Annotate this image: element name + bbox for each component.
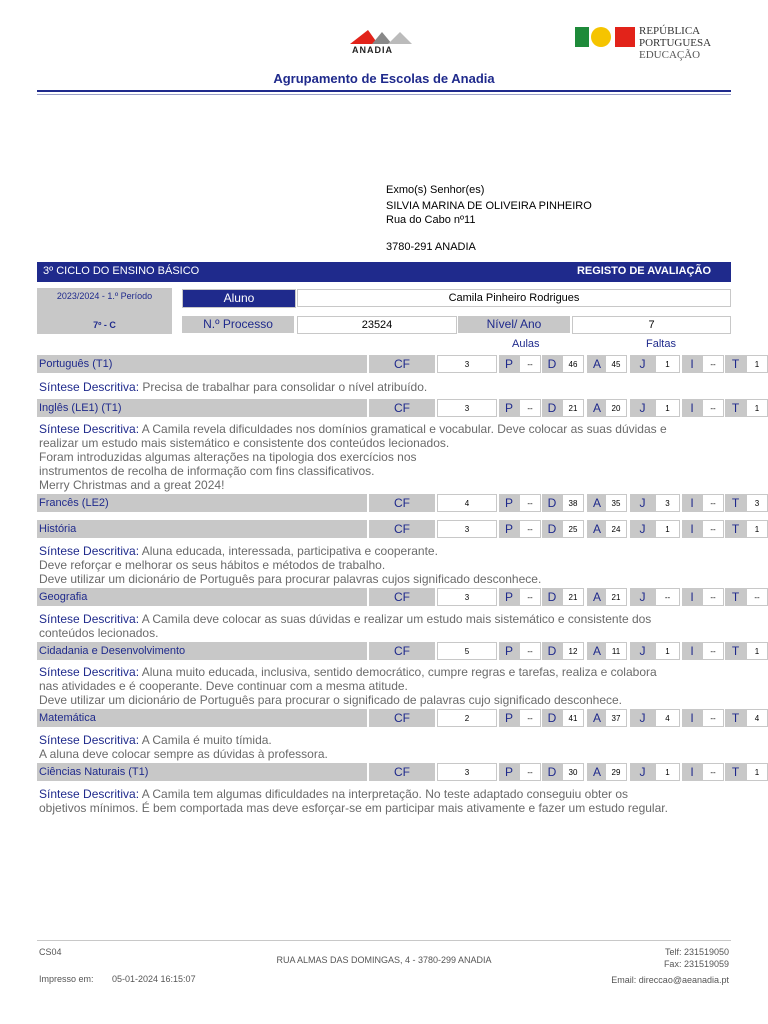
p-label: P <box>499 763 519 781</box>
j-label: J <box>630 642 655 660</box>
i-label: I <box>682 588 702 606</box>
anadia-logo-mark <box>348 26 416 46</box>
d-label: D <box>542 709 562 727</box>
d-value: 30 <box>562 763 584 781</box>
sintese-matematica <box>39 733 729 761</box>
p-value: -- <box>519 399 541 417</box>
j-value: 1 <box>655 642 680 660</box>
d-value: 25 <box>562 520 584 538</box>
republica-line3: EDUCAÇÃO <box>639 49 701 61</box>
sintese-key: Síntese Descritiva: <box>39 733 140 747</box>
i-value: -- <box>702 709 724 727</box>
i-value: -- <box>702 642 724 660</box>
anadia-logo <box>348 26 416 56</box>
school-title: Agrupamento de Escolas de Anadia <box>273 71 495 86</box>
t-label: T <box>725 520 746 538</box>
a-label: A <box>587 355 607 373</box>
aulas-header: Aulas <box>512 338 540 350</box>
p-value: -- <box>519 709 541 727</box>
j-value: 1 <box>655 355 680 373</box>
a-value: 35 <box>605 494 627 512</box>
d-label: D <box>542 399 562 417</box>
nivel-value-text: 7 <box>648 319 655 331</box>
p-label: P <box>499 520 519 538</box>
cf-value: 2 <box>437 709 497 727</box>
cf-label: CF <box>369 494 435 512</box>
cf-label: CF <box>369 763 435 781</box>
subject-name: Português (T1) <box>37 355 367 373</box>
a-label: A <box>587 642 607 660</box>
sintese-cidadania-line3: Deve utilizar um dicionário de Português para procurar o significado de palavras cujo significado desconhece. <box>39 693 622 707</box>
nivel-label <box>458 316 570 333</box>
period-label: 2023/2024 - 1.º Período <box>56 291 153 301</box>
i-value: -- <box>702 588 724 606</box>
sintese-key: Síntese Descritiva: <box>39 612 140 626</box>
footer-printed-label: Impresso em: <box>39 974 94 984</box>
sintese-historia-line1: Aluna educada, interessada, participativa e cooperante. <box>141 544 438 558</box>
a-label: A <box>587 709 607 727</box>
subject-name: Geografia <box>37 588 367 606</box>
i-value: -- <box>702 763 724 781</box>
aluno-label-text: Aluno <box>223 291 255 305</box>
footer-address: RUA ALMAS DAS DOMINGAS, 4 - 3780-299 ANADIA <box>276 955 492 965</box>
sintese-key: Síntese Descritiva: <box>39 422 140 436</box>
cf-value: 3 <box>437 355 497 373</box>
i-value: -- <box>702 399 724 417</box>
i-value: -- <box>702 355 724 373</box>
sintese-key: Síntese Descritiva: <box>39 665 140 679</box>
a-value: 24 <box>605 520 627 538</box>
subject-name: Francês (LE2) <box>37 494 367 512</box>
header-rule-thin <box>37 94 731 95</box>
p-label: P <box>499 399 519 417</box>
i-value: -- <box>702 520 724 538</box>
a-value: 29 <box>605 763 627 781</box>
processo-label <box>182 316 294 333</box>
address-street: Rua do Cabo nº11 <box>386 214 476 226</box>
cf-value: 5 <box>437 642 497 660</box>
t-value: 1 <box>746 355 768 373</box>
d-value: 21 <box>562 399 584 417</box>
sintese-ingles-line4: instrumentos de recolha de informação com fins classificativos. <box>39 464 375 478</box>
subject-row <box>37 642 760 660</box>
nivel-value <box>572 316 731 334</box>
a-value: 11 <box>605 642 627 660</box>
footer-phone: Telf: 231519050 <box>664 947 729 957</box>
d-label: D <box>542 588 562 606</box>
i-label: I <box>682 494 702 512</box>
t-label: T <box>725 709 746 727</box>
j-value: 3 <box>655 494 680 512</box>
t-value: 1 <box>746 520 768 538</box>
t-value: -- <box>746 588 768 606</box>
t-value: 1 <box>746 642 768 660</box>
d-label: D <box>542 763 562 781</box>
sintese-cidadania-line1: Aluna muito educada, inclusiva, sentido democrático, cumpre regras e tarefas, realiza e colabora <box>141 665 657 679</box>
a-value: 21 <box>605 588 627 606</box>
p-value: -- <box>519 355 541 373</box>
flag-red-block <box>615 27 635 47</box>
i-label: I <box>682 642 702 660</box>
p-value: -- <box>519 642 541 660</box>
cf-label: CF <box>369 588 435 606</box>
sintese-historia-line2: Deve reforçar e melhorar os seus hábitos e métodos de trabalho. <box>39 558 386 572</box>
faltas-header: Faltas <box>646 338 676 350</box>
cf-label: CF <box>369 520 435 538</box>
d-label: D <box>542 520 562 538</box>
aluno-value <box>297 289 731 307</box>
p-label: P <box>499 355 519 373</box>
sintese-geografia-line1: A Camila deve colocar as suas dúvidas e realizar um estudo mais sistemático e consistente dos <box>141 612 652 626</box>
t-label: T <box>725 642 746 660</box>
t-value: 1 <box>746 763 768 781</box>
j-label: J <box>630 763 655 781</box>
processo-label-text: N.º Processo <box>203 317 273 331</box>
subject-row <box>37 355 760 373</box>
republica-line1: REPÚBLICA <box>639 25 701 37</box>
cf-value: 3 <box>437 399 497 417</box>
footer-rule <box>37 940 731 941</box>
sintese-ingles <box>39 422 729 492</box>
cf-label: CF <box>369 642 435 660</box>
cf-value: 4 <box>437 494 497 512</box>
p-label: P <box>499 494 519 512</box>
p-value: -- <box>519 588 541 606</box>
nivel-label-text: Nível/ Ano <box>486 317 542 331</box>
sintese-ciencias-line2: objetivos mínimos. É bem comportada mas deve esforçar-se em participar mais ativamente e fazer um estudo regular. <box>39 801 668 815</box>
t-value: 3 <box>746 494 768 512</box>
j-label: J <box>630 588 655 606</box>
j-label: J <box>630 494 655 512</box>
j-value: 4 <box>655 709 680 727</box>
j-value: 1 <box>655 763 680 781</box>
j-label: J <box>630 520 655 538</box>
period-box <box>37 288 172 334</box>
footer-email: Email: direccao@aeanadia.pt <box>611 975 729 985</box>
report-header-bar <box>37 262 731 282</box>
sintese-cidadania-line2: nas atividades e é cooperante. Deve continuar com a mesma atitude. <box>39 679 408 693</box>
report-title: REGISTO DE AVALIAÇÃO <box>576 265 711 277</box>
i-label: I <box>682 763 702 781</box>
cf-value: 3 <box>437 588 497 606</box>
d-label: D <box>542 642 562 660</box>
anadia-logo-text: ANADIA <box>352 45 393 55</box>
cf-label: CF <box>369 355 435 373</box>
a-value: 37 <box>605 709 627 727</box>
address-postal: 3780-291 ANADIA <box>386 241 476 253</box>
sintese-ingles-line3: Foram introduzidas algumas alterações na tipologia dos exercícios nos <box>39 450 417 464</box>
sintese-geografia-line2: conteúdos lecionados. <box>39 626 159 640</box>
a-label: A <box>587 588 607 606</box>
p-label: P <box>499 588 519 606</box>
i-label: I <box>682 520 702 538</box>
subject-row <box>37 763 760 781</box>
i-label: I <box>682 399 702 417</box>
p-label: P <box>499 642 519 660</box>
a-label: A <box>587 399 607 417</box>
sintese-ingles-line5: Merry Christmas and a great 2024! <box>39 478 225 492</box>
footer-printed-value: 05-01-2024 16:15:07 <box>112 974 196 984</box>
i-label: I <box>682 355 702 373</box>
aluno-label <box>182 289 296 308</box>
cf-value: 3 <box>437 520 497 538</box>
a-value: 20 <box>605 399 627 417</box>
sintese-ingles-line2: realizar um estudo mais sistemático e consistente dos conteúdos lecionados. <box>39 436 450 450</box>
p-value: -- <box>519 520 541 538</box>
sintese-key: Síntese Descritiva: <box>39 380 140 394</box>
sintese-portugues <box>39 380 729 394</box>
a-value: 45 <box>605 355 627 373</box>
i-value: -- <box>702 494 724 512</box>
processo-value <box>297 316 457 334</box>
sintese-key: Síntese Descritiva: <box>39 544 140 558</box>
cf-value: 3 <box>437 763 497 781</box>
processo-value-text: 23524 <box>361 319 393 331</box>
footer-code: CS04 <box>39 947 62 957</box>
d-label: D <box>542 355 562 373</box>
republica-portuguesa-logo <box>575 25 735 65</box>
a-label: A <box>587 763 607 781</box>
sintese-historia-line3: Deve utilizar um dicionário de Português para procurar palavras cujos significado desconhece. <box>39 572 542 586</box>
t-label: T <box>725 763 746 781</box>
subject-name: História <box>37 520 367 538</box>
subject-name: Matemática <box>37 709 367 727</box>
a-label: A <box>587 520 607 538</box>
footer-fax: Fax: 231519059 <box>663 959 729 969</box>
flag-yellow-circle <box>591 27 611 47</box>
sintese-portugues-line1: Precisa de trabalhar para consolidar o nível atribuído. <box>142 380 428 394</box>
t-label: T <box>725 355 746 373</box>
sintese-matematica-line2: A aluna deve colocar sempre as dúvidas à professora. <box>39 747 328 761</box>
d-value: 46 <box>562 355 584 373</box>
subject-row <box>37 588 760 606</box>
t-label: T <box>725 588 746 606</box>
subject-row <box>37 709 760 727</box>
subject-name: Cidadania e Desenvolvimento <box>37 642 367 660</box>
sintese-ciencias-line1: A Camila tem algumas dificuldades na interpretação. No teste adaptado conseguiu obter os <box>141 787 629 801</box>
address-salutation: Exmo(s) Senhor(es) <box>386 184 485 196</box>
sintese-historia <box>39 544 729 586</box>
d-value: 38 <box>562 494 584 512</box>
t-value: 1 <box>746 399 768 417</box>
address-name: SILVIA MARINA DE OLIVEIRA PINHEIRO <box>386 200 592 212</box>
cf-label: CF <box>369 399 435 417</box>
class-label: 7º - C <box>93 320 116 330</box>
sintese-matematica-line1: A Camila é muito tímida. <box>141 733 272 747</box>
j-label: J <box>630 355 655 373</box>
flag-green-block <box>575 27 589 47</box>
sintese-ingles-line1: A Camila revela dificuldades nos domínios gramatical e vocabular. Deve colocar as suas dúvidas e <box>141 422 667 436</box>
p-value: -- <box>519 494 541 512</box>
p-value: -- <box>519 763 541 781</box>
cycle-label: 3º CICLO DO ENSINO BÁSICO <box>43 265 200 277</box>
t-value: 4 <box>746 709 768 727</box>
d-label: D <box>542 494 562 512</box>
subject-row <box>37 520 760 538</box>
header-rule <box>37 90 731 92</box>
j-value: 1 <box>655 520 680 538</box>
i-label: I <box>682 709 702 727</box>
sintese-geografia <box>39 612 729 640</box>
a-label: A <box>587 494 607 512</box>
t-label: T <box>725 494 746 512</box>
subject-row <box>37 399 760 417</box>
j-label: J <box>630 709 655 727</box>
p-label: P <box>499 709 519 727</box>
sintese-key: Síntese Descritiva: <box>39 787 140 801</box>
d-value: 12 <box>562 642 584 660</box>
t-label: T <box>725 399 746 417</box>
subject-name: Ciências Naturais (T1) <box>37 763 367 781</box>
cf-label: CF <box>369 709 435 727</box>
aluno-value-text: Camila Pinheiro Rodrigues <box>448 292 580 304</box>
sintese-ciencias <box>39 787 729 815</box>
sintese-cidadania <box>39 665 729 707</box>
j-value: -- <box>655 588 680 606</box>
subject-name: Inglês (LE1) (T1) <box>37 399 367 417</box>
d-value: 21 <box>562 588 584 606</box>
subject-row <box>37 494 760 512</box>
d-value: 41 <box>562 709 584 727</box>
j-value: 1 <box>655 399 680 417</box>
j-label: J <box>630 399 655 417</box>
republica-line2: PORTUGUESA <box>639 37 712 49</box>
